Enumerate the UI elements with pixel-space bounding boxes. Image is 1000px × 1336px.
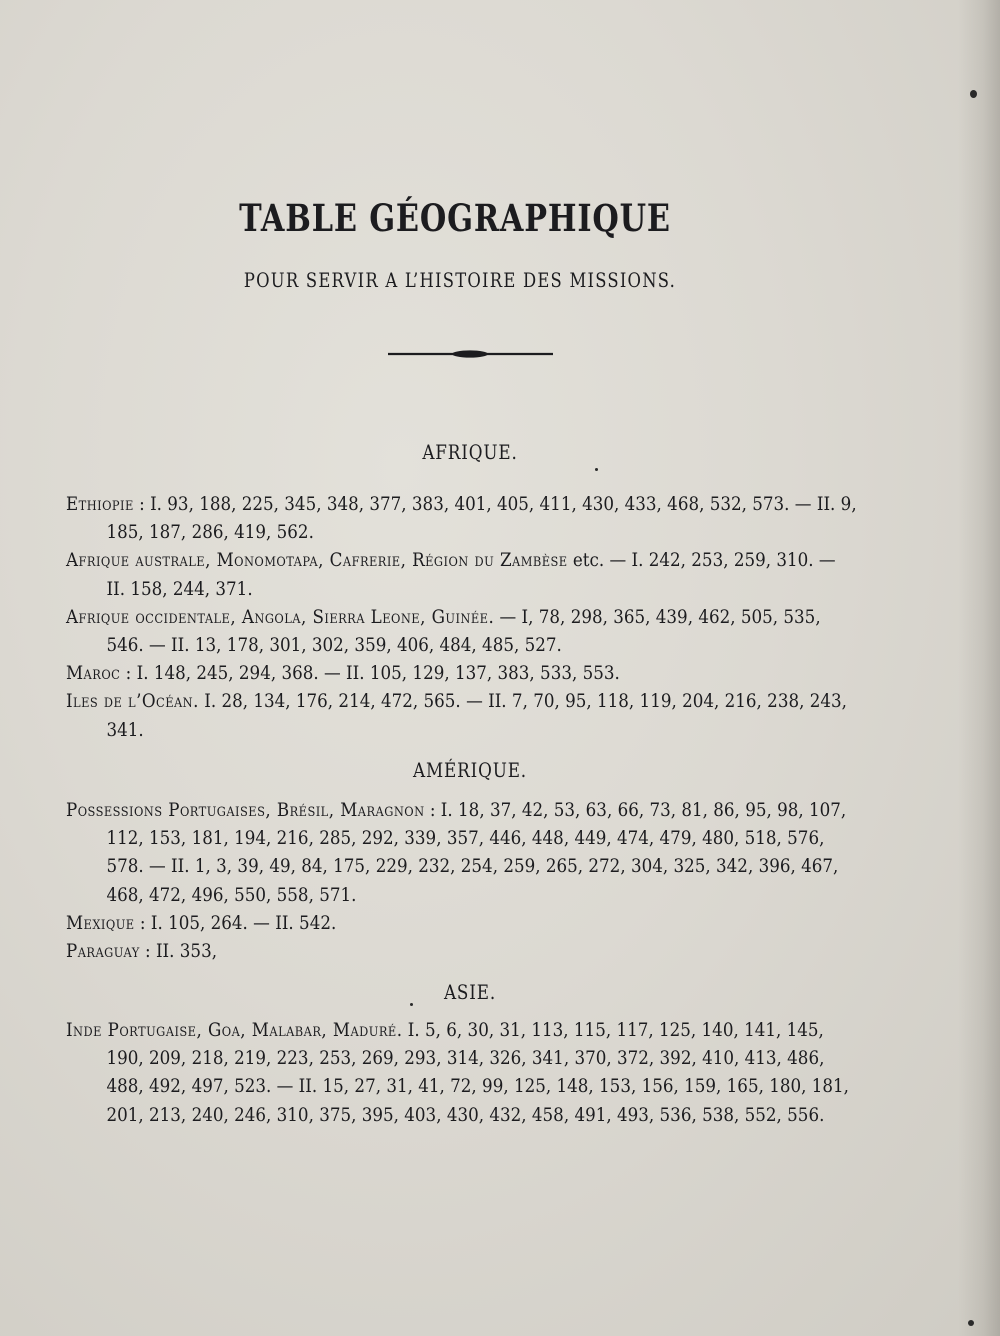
- entry-refs: : I. 105, 264. — II. 542.: [134, 911, 337, 934]
- entry-name: Iles de l’Océan.: [66, 690, 199, 713]
- amerique-entries: [66, 796, 858, 965]
- entry-name: Paraguay: [66, 940, 140, 963]
- ink-speck: [970, 90, 977, 98]
- entry-name: Inde Portugaise, Goa, Malabar, Maduré.: [66, 1019, 403, 1041]
- section-heading-afrique: AFRIQUE.: [422, 440, 518, 464]
- entry-name: Ethiopie: [66, 493, 134, 515]
- afrique-entries: [66, 490, 858, 744]
- entry-mexique: [66, 909, 858, 937]
- entry-refs: etc. — I. 242, 253, 259, 310. — II. 158, 244, 371.: [106, 549, 836, 600]
- entry-name: Maroc: [66, 662, 121, 685]
- entry-possessions-portugaises: [66, 796, 858, 909]
- entry-refs: : I. 18, 37, 42, 53, 63, 66, 73, 81, 86, 95, 98, 107, 112, 153, 181, 194, 216, 285, 292, 339, 357, 446, 448, 449, 474, 479, 480, 518, 576, 578. — II. 1, 3, 39, 49, 84, 175, 229, 232, 254, 259, 265, 272, 304, 325, 342, 396, 467, 468, 472, 496, 550, 558, 571.: [106, 799, 847, 906]
- entry-refs: : I. 93, 188, 225, 345, 348, 377, 383, 401, 405, 411, 430, 433, 468, 532, 573. — II. 9, 185, 187, 286, 419, 562.: [106, 493, 857, 544]
- entry-afrique-occidentale: [66, 603, 858, 659]
- entry-name: Possessions Portugaises, Brésil, Maragnon: [66, 799, 425, 821]
- entry-maroc: [66, 659, 858, 687]
- entry-refs: I. 28, 134, 176, 214, 472, 565. — II. 7, 70, 95, 118, 119, 204, 216, 238, 243, 341.: [106, 690, 847, 741]
- page-subtitle: POUR SERVIR A L’HISTOIRE DES MISSIONS.: [243, 268, 677, 292]
- entry-afrique-australe: [66, 546, 858, 602]
- entry-iles-de-l-ocean: [66, 687, 858, 743]
- ink-speck: [595, 468, 598, 471]
- page-edge-shadow: [958, 0, 1000, 1336]
- page-title: TABLE GÉOGRAPHIQUE: [239, 196, 671, 240]
- entry-inde-portugaise: [66, 1016, 858, 1129]
- asie-entries: [66, 1016, 858, 1129]
- title-ornament-rule: [388, 348, 553, 360]
- section-heading-asie: ASIE.: [443, 980, 497, 1004]
- section-heading-amerique: AMÉRIQUE.: [412, 758, 527, 782]
- entry-refs: : II. 353,: [139, 940, 218, 963]
- entry-name: Afrique australe, Monomotapa, Cafrerie, Région du Zambèse: [66, 549, 568, 572]
- entry-ethiopie: [66, 490, 858, 546]
- entry-refs: : I. 148, 245, 294, 368. — II. 105, 129, 137, 383, 533, 553.: [120, 662, 620, 685]
- entry-name: Mexique: [66, 911, 135, 934]
- entry-name: Afrique occidentale, Angola, Sierra Leone, Guinée.: [66, 605, 495, 628]
- entry-paraguay: [66, 937, 858, 965]
- entry-refs: — I, 78, 298, 365, 439, 462, 505, 535, 546. — II. 13, 178, 301, 302, 359, 406, 484, 485, 527.: [106, 605, 821, 657]
- ink-speck: [968, 1320, 974, 1326]
- entry-refs: I. 5, 6, 30, 31, 113, 115, 117, 125, 140, 141, 145, 190, 209, 218, 219, 223, 253, 269, 293, 314, 326, 341, 370, 372, 392, 410, 413, 486, 488, 492, 497, 523. — II. 15, 27, 31, 41, 72, 99, 125, 148, 153, 156, 159, 165, 180, 181, 201, 213, 240, 246, 310, 375, 395, 403, 430, 432, 458, 491, 493, 536, 538, 552, 556.: [106, 1019, 849, 1126]
